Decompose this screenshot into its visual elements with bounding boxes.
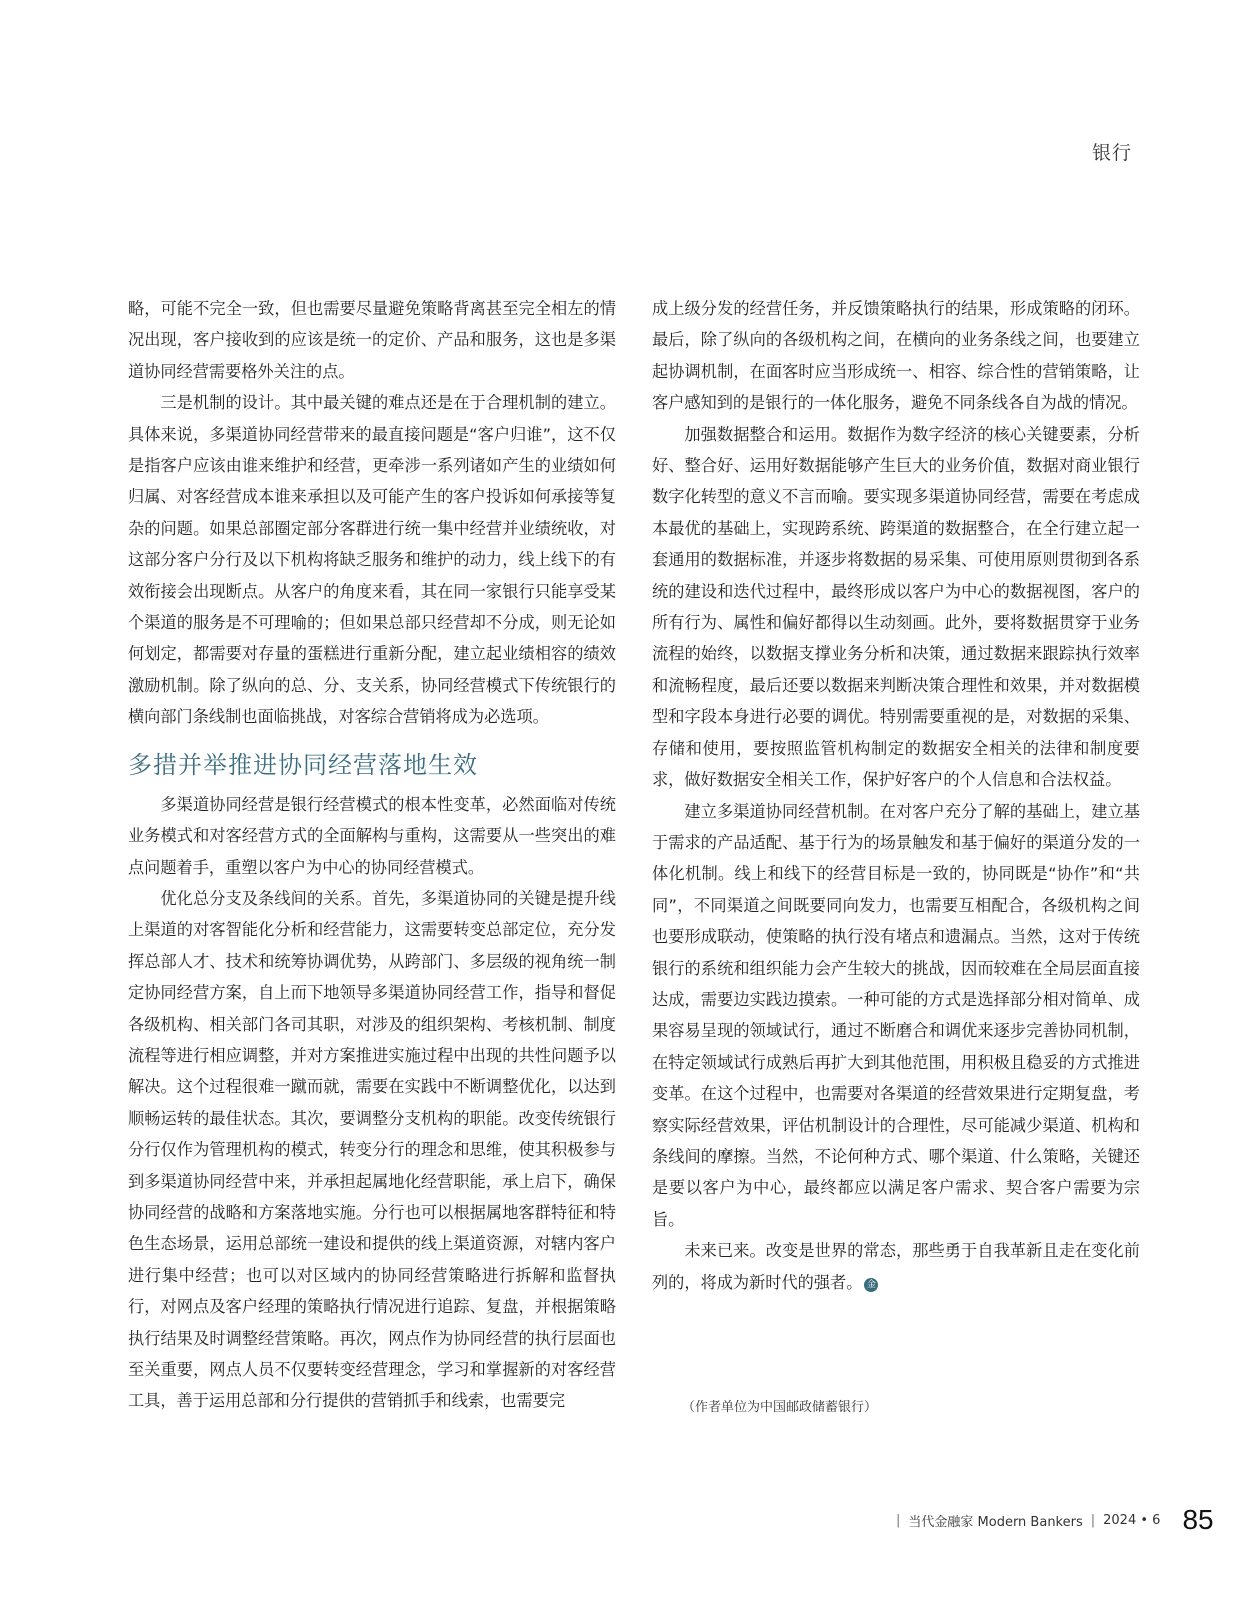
right-column [652,293,1140,1298]
footer-separator: | [896,1512,901,1528]
page-footer [896,1500,1214,1540]
end-mark-icon: 金 [864,1278,878,1292]
paragraph: 加强数据整合和运用。数据作为数字经济的核心关键要素，分析好、整合好、运用好数据能够产生巨大的业务价值，数据对商业银行数字化转型的意义不言而喻。要实现多渠道协同经营，需要在考虑成本最优的基础上，实现跨系统、跨渠道的数据整合，在全行建立起一套通用的数据标准，并逐步将数据的易采集、可使用原则贯彻到各系统的建设和迭代过程中，最终形成以客户为中心的数据视图，客户的所有行为、属性和偏好都得以生动刻画。此外，要将数据贯穿于业务流程的始终，以数据支撑业务分析和决策，通过数据来跟踪执行效率和流畅程度，最后还要以数据来判断决策合理性和效果，并对数据模型和字段本身进行必要的调优。特别需要重视的是，对数据的采集、存储和使用，要按照监管机构制定的数据安全相关的法律和制度要求，做好数据安全相关工作，保护好客户的个人信息和合法权益。 [652,424,1140,790]
paragraph: 建立多渠道协同经营机制。在对客户充分了解的基础上，建立基于需求的产品适配、基于行为的场景触发和基于偏好的渠道分发的一体化机制。线上和线下的经营目标是一致的，协同既是“协作”和“共同”，不同渠道之间既要同向发力，也需要互相配合，各级机构之间也要形成联动，使策略的执行没有堵点和遗漏点。当然，这对于传统银行的系统和组织能力会产生较大的挑战，因而较难在全局层面直接达成，需要边实践边摸索。一种可能的方式是选择部分相对简单、成果容易呈现的领域试行，通过不断磨合和调优来逐步完善协同机制，在特定领域试行成熟后再扩大到其他范围，用积极且稳妥的方式推进变革。在这个过程中，也需要对各渠道的经营效果进行定期复盘，考察实际经营效果，评估机制设计的合理性，尽可能减少渠道、机构和条线间的摩擦。当然，不论何种方式、哪个渠道、什么策略，关键还是要以客户为中心，最终都应以满足客户需求、契合客户需要为宗旨。 [652,801,1140,1229]
paragraph: 略，可能不完全一致，但也需要尽量避免策略背离甚至完全相左的情况出现，客户接收到的应该是统一的定价、产品和服务，这也是多渠道协同经营需要格外关注的点。 [128,299,616,381]
issue-number: 2024 • 6 [1103,1512,1161,1528]
section-tag: 银行 [1091,142,1132,164]
magazine-name: 当代金融家 Modern Bankers [908,1514,1083,1530]
section-heading: 多措并举推进协同经营落地生效 [128,750,478,779]
closing-paragraph [652,1235,1140,1298]
paragraph: 三是机制的设计。其中最关键的难点还是在于合理机制的建立。具体来说，多渠道协同经营带来的最直接问题是“客户归谁”，这不仅是指客户应该由谁来维护和经营，更牵涉一系列诸如产生的业绩如何归属、对客经营成本谁来承担以及可能产生的客户投诉如何承接等复杂的问题。如果总部圈定部分客群进行统一集中经营并业绩统收，对这部分客户分行及以下机构将缺乏服务和维护的动力，线上线下的有效衔接会出现断点。从客户的角度来看，其在同一家银行只能享受某个渠道的服务是不可理喻的；但如果总部只经营却不分成，则无论如何划定，都需要对存量的蛋糕进行重新分配，建立起业绩相容的绩效激励机制。除了纵向的总、分、支关系，协同经营模式下传统银行的横向部门条线制也面临挑战，对客综合营销将成为必选项。 [128,393,616,727]
footer-separator: | [1090,1512,1096,1528]
paragraph: 成上级分发的经营任务，并反馈策略执行的结果，形成策略的闭环。最后，除了纵向的各级机构之间，在横向的业务条线之间，也要建立起协调机制，在面客时应当形成统一、相容、综合性的营销策略，让客户感知到的是银行的一体化服务，避免不同条线各自为战的情况。 [652,299,1140,413]
closing-text: 未来已来。改变是世界的常态，那些勇于自我革新且走在变化前列的，将成为新时代的强者。 [652,1241,1140,1292]
paragraph: 多渠道协同经营是银行经营模式的根本性变革，必然面临对传统业务模式和对客经营方式的全面解构与重构，这需要从一些突出的难点问题着手，重塑以客户为中心的协同经营模式。 [128,794,616,877]
author-note: （作者单位为中国邮政储蓄银行） [682,1400,878,1415]
page-number: 85 [1182,1504,1214,1535]
paragraph: 优化总分支及条线间的关系。首先，多渠道协同的关键是提升线上渠道的对客智能化分析和经营能力，这需要转变总部定位，充分发挥总部人才、技术和统筹协调优势，从跨部门、多层级的视角统一制定协同经营方案，自上而下地领导多渠道协同经营工作，指导和督促各级机构、相关部门各司其职，对涉及的组织架构、考核机制、制度流程等进行相应调整，并对方案推进实施过程中出现的共性问题予以解决。这个过程很难一蹴而就，需要在实践中不断调整优化，以达到顺畅运转的最佳状态。其次，要调整分支机构的职能。改变传统银行分行仅作为管理机构的模式，转变分行的理念和思维，使其积极参与到多渠道协同经营中来，并承担起属地化经营职能，承上启下，确保协同经营的战略和方案落地实施。分行也可以根据属地客群特征和特色生态场景，运用总部统一建设和提供的线上渠道资源，对辖内客户进行集中经营；也可以对区域内的协同经营策略进行拆解和监督执行，对网点及客户经理的策略执行情况进行追踪、复盘，并根据策略执行结果及时调整经营策略。再次，网点作为协同经营的执行层面也至关重要，网点人员不仅要转变经营理念，学习和掌握新的对客经营工具，善于运用总部和分行提供的营销抓手和线索，也需要完 [128,888,616,1411]
left-column [128,293,616,1417]
